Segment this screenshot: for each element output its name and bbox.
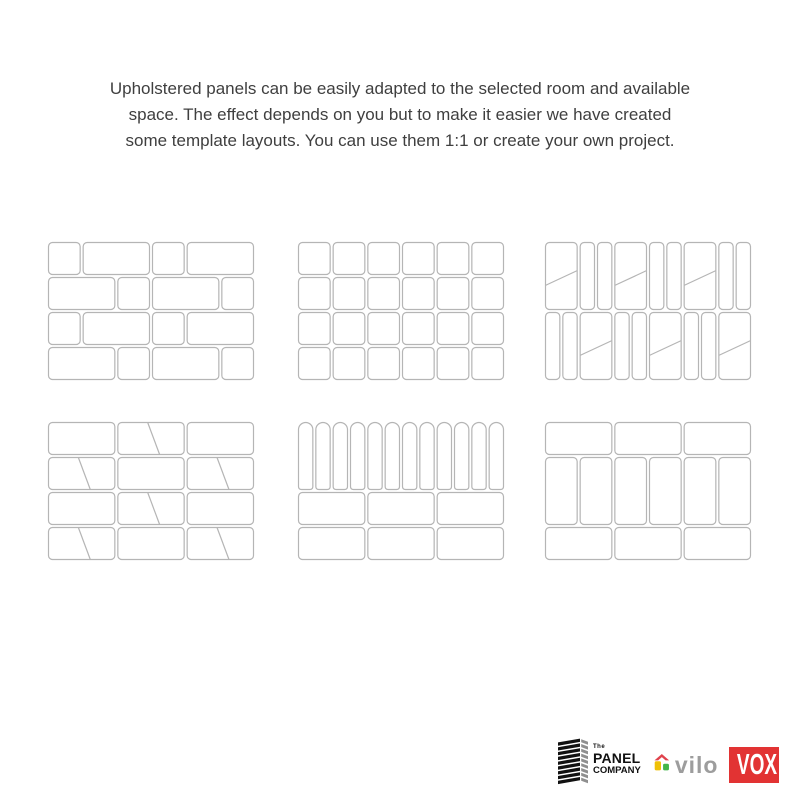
vilo-green-block — [663, 763, 669, 770]
layout-panel-brick-offset — [47, 241, 255, 381]
vilo-house-icon — [653, 752, 672, 778]
intro-line-1: Upholstered panels can be easily adapted to the selected room and available — [109, 79, 691, 98]
vilo-logo — [653, 751, 719, 778]
intro-line-3: some template layouts. You can use them 1:1 or create your own project. — [125, 131, 675, 150]
vox-logo — [729, 747, 779, 783]
brand-footer — [556, 737, 786, 792]
layout-panel-arch-top — [297, 421, 505, 561]
layout-panel-uniform-grid — [297, 241, 505, 381]
vilo-yellow-block — [655, 761, 661, 770]
layout-panel-slash-brick — [47, 421, 255, 561]
panel-company-company-label: COMPANY — [593, 765, 641, 776]
panel-company-panel-label: PANEL — [593, 750, 641, 766]
vilo-wordmark: vilo — [674, 752, 719, 778]
intro-line-2: space. The effect depends on you but to make it easier we have created — [128, 105, 672, 124]
vox-wordmark: VOX — [737, 748, 778, 780]
panel-company-logo — [556, 738, 641, 791]
panel-company-wordmark — [593, 738, 641, 776]
vilo-roof-shape — [654, 753, 669, 759]
panel-company-building-icon — [556, 738, 590, 791]
layout-panel-vertical-diagonal-mix — [544, 241, 752, 381]
panel-company-the-label: The — [593, 744, 606, 750]
layout-panel-frame-columns — [544, 421, 752, 561]
